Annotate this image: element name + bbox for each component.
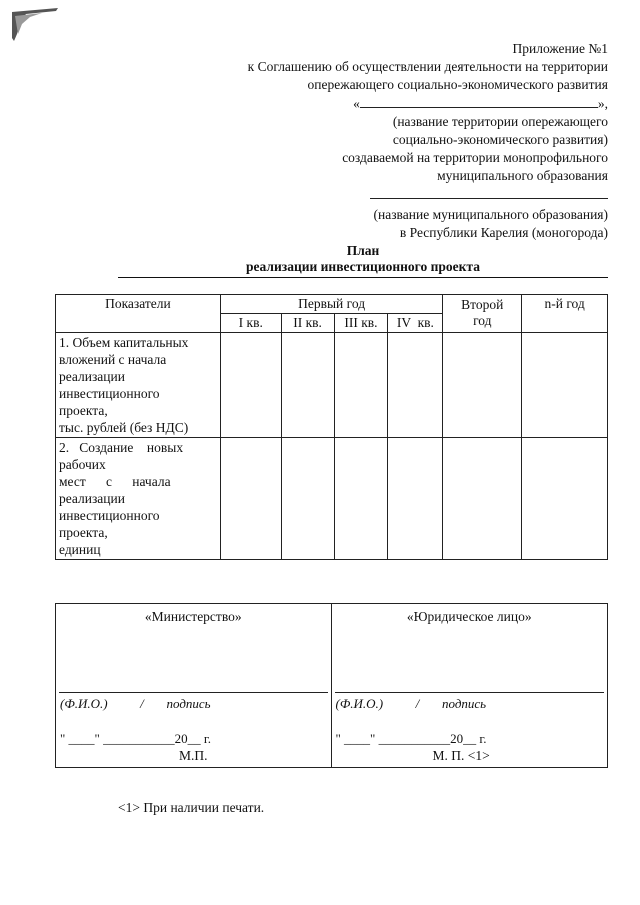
header-first-year: Первый год: [220, 295, 442, 314]
empty-cell: [334, 333, 388, 438]
indicator-text-line: мест с начала: [59, 474, 171, 489]
footnote: <1> При наличии печати.: [118, 800, 265, 815]
indicator-text-line: 1. Объем капитальных: [59, 335, 189, 350]
annex-line: опережающего социально-экономического развития: [307, 77, 608, 93]
title-line: План: [346, 243, 380, 258]
empty-cell: [443, 438, 522, 560]
annex-line: создаваемой на территории монопрофильного: [342, 150, 608, 166]
fio-signature-label: (Ф.И.О.) / подпись: [335, 696, 487, 711]
territory-name-blank: [360, 95, 598, 108]
indicator-text-line: тыс. рублей (без НДС): [59, 420, 189, 435]
indicator-text-line: единиц: [59, 542, 101, 557]
indicator-text-line: инвестиционного: [59, 386, 160, 401]
scan-corner-mark: [12, 8, 60, 42]
indicator-text-line: рабочих: [59, 457, 106, 472]
date-blank: " ____" ___________20__ г.: [60, 731, 211, 746]
table-row: [56, 333, 608, 438]
empty-cell: [443, 333, 522, 438]
plan-header-row: [56, 295, 608, 314]
header-quarter: IV кв.: [388, 314, 443, 333]
plan-table: [55, 294, 608, 560]
header-quarter: I кв.: [220, 314, 281, 333]
indicator-text-line: реализации: [59, 491, 125, 506]
annex-line: к Соглашению об осуществлении деятельности на территории: [247, 59, 608, 75]
indicator-text-line: 2. Создание новых: [59, 440, 184, 455]
fio-signature-label: (Ф.И.О.) / подпись: [60, 696, 211, 711]
header-nth-year: n-й год: [522, 295, 608, 333]
empty-cell: [522, 333, 608, 438]
indicator-text-line: проекта,: [59, 525, 108, 540]
signature-table: [55, 603, 608, 768]
municipality-name-blank: [370, 186, 608, 199]
annex-line: Приложение №1: [512, 41, 608, 56]
document-title: [118, 243, 608, 275]
header-indicators: Показатели: [56, 295, 221, 333]
ministry-header: «Министерство»: [144, 609, 242, 624]
title-line: реализации инвестиционного проекта: [246, 259, 480, 274]
stamp-label: М. П. <1>: [432, 748, 490, 763]
header-quarter: II кв.: [281, 314, 334, 333]
annex-line: (название муниципального образования): [373, 206, 608, 222]
header-second-year: Второй год: [443, 295, 522, 333]
header-quarter: III кв.: [334, 314, 388, 333]
empty-cell: [281, 438, 334, 560]
empty-cell: [220, 438, 281, 560]
indicator-text-line: реализации: [59, 369, 125, 384]
table-row: [56, 438, 608, 560]
row-indicator-jobs: [56, 438, 221, 560]
title-rule: [118, 277, 608, 278]
legal-entity-signature-cell: [331, 604, 608, 768]
signature-rule: [59, 692, 328, 693]
row-indicator-capex: [56, 333, 221, 438]
quote-close: »,: [597, 95, 608, 111]
annex-line: социально-экономического развития): [392, 132, 608, 148]
empty-cell: [522, 438, 608, 560]
municipality-blank-line: [248, 186, 608, 206]
quote-open: «: [353, 95, 360, 111]
annex-line: в Республики Карелия (моногорода): [399, 224, 608, 240]
legal-entity-header: «Юридическое лицо»: [406, 609, 532, 624]
stamp-label: М.П.: [179, 748, 208, 763]
empty-cell: [334, 438, 388, 560]
signature-rule: [335, 692, 605, 693]
indicator-text-line: вложений с начала: [59, 352, 167, 367]
annex-header: [248, 40, 608, 242]
signature-row: [56, 604, 608, 768]
empty-cell: [220, 333, 281, 438]
annex-territory-blank: [248, 95, 608, 113]
annex-line: (название территории опережающего: [392, 113, 608, 129]
date-blank: " ____" ___________20__ г.: [335, 731, 487, 746]
indicator-text-line: инвестиционного: [59, 508, 160, 523]
indicator-text-line: проекта,: [59, 403, 108, 418]
empty-cell: [388, 333, 443, 438]
ministry-signature-cell: [56, 604, 332, 768]
annex-line: муниципального образования: [437, 168, 608, 184]
empty-cell: [388, 438, 443, 560]
empty-cell: [281, 333, 334, 438]
